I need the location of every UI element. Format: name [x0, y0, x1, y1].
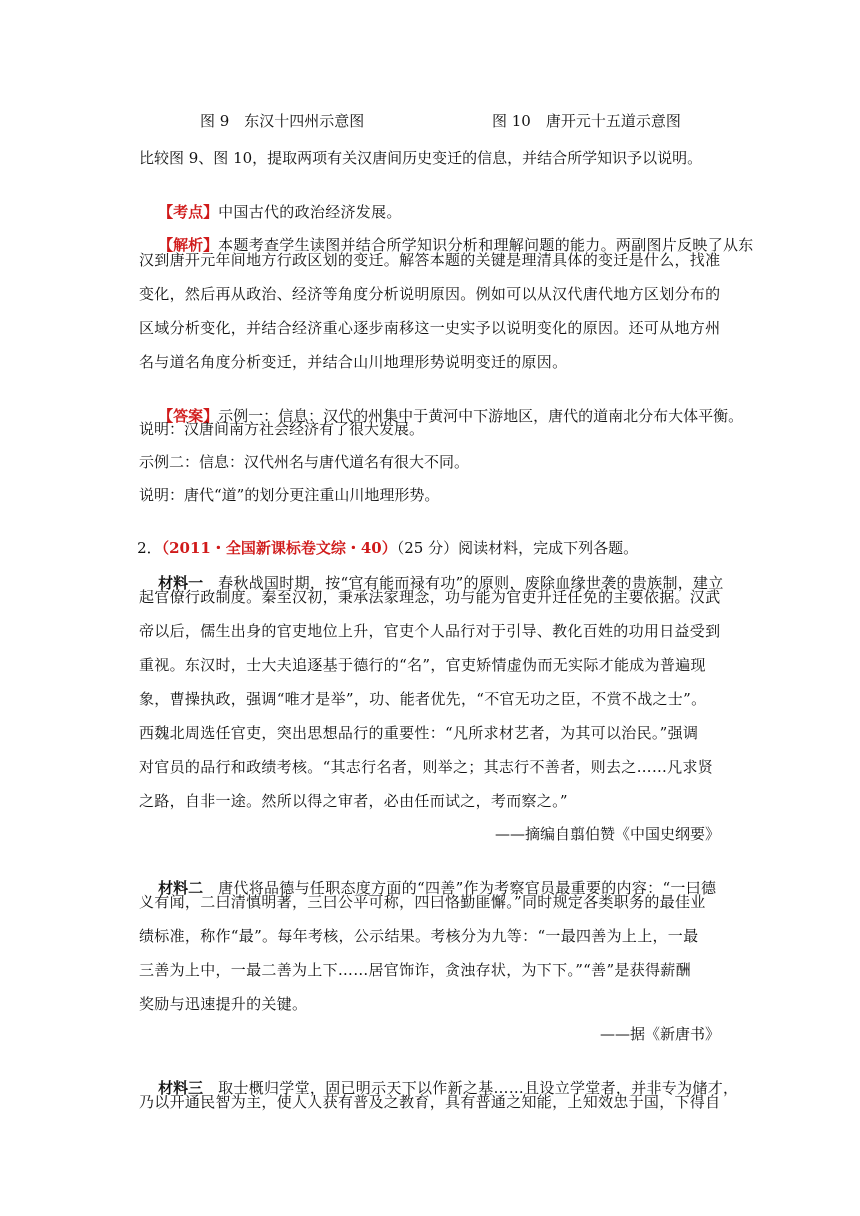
- q1-prompt: 比较图 9、图 10，提取两项有关汉唐间历史变迁的信息，并结合所学知识予以说明。: [139, 149, 703, 167]
- material-text-line: 乃以开通民智为主，使人人获有普及之教育，具有普通之知能，上知效忠于国，下得自: [139, 1093, 721, 1111]
- material-text-line: 之路，自非一途。然所以得之审者，必由任而试之，考而察之。”: [139, 792, 568, 810]
- daan-text-line: 示例一：信息：汉代的州集中于黄河中下游地区，唐代的道南北分布大体平衡。: [218, 407, 744, 425]
- material-text-line: 绩标准，称作“最”。每年考核，公示结果。考核分为九等：“一最四善为上上，一最: [139, 927, 699, 945]
- q2-source: （2011・全国新课标卷文综・40）: [161, 539, 397, 557]
- material-text-line: 奖励与迅速提升的关键。: [139, 995, 308, 1013]
- material-3-label: 材料三: [158, 1079, 204, 1097]
- material-text-line: 帝以后，儒生出身的官吏地位上升，官吏个人品行对于引导、教化百姓的功用日益受到: [139, 622, 721, 640]
- material-text-line: 三善为上中，一最二善为上下……居官饰诈，贪浊存状，为下下。”“善”是获得薪酬: [139, 961, 691, 979]
- q2-prompt: （25 分）阅读材料，完成下列各题。: [396, 539, 639, 557]
- figure-10-caption: 图 10 唐开元十五道示意图: [492, 112, 681, 130]
- material-text-line: 西魏北周选任官吏，突出思想品行的重要性：“凡所求材艺者，为其可以治民。”强调: [139, 724, 699, 742]
- daan-text-line: 说明：唐代“道”的划分更注重山川地理形势。: [139, 486, 440, 504]
- material-2-label: 材料二: [158, 879, 204, 897]
- daan-tag: 【答案】: [158, 407, 219, 425]
- material-2-source: ——据《新唐书》: [599, 1025, 720, 1043]
- material-1-label: 材料一: [158, 574, 204, 592]
- jiexi-text-line: 区域分析变化，并结合经济重心逐步南移这一史实予以说明变化的原因。还可从地方州: [139, 319, 721, 337]
- material-text-line: 取士概归学堂，固已明示天下以作新之基……且设立学堂者，并非专为储才，: [218, 1079, 739, 1097]
- material-text-line: 起官僚行政制度。秦至汉初，秉承法家理念，功与能为官吏升迁任免的主要依据。汉武: [139, 588, 721, 606]
- material-text-line: 重视。东汉时，士大夫追逐基于德行的“名”，官吏矫情虚伪而无实际才能成为普遍现: [139, 656, 706, 674]
- jiexi-text-line: 本题考查学生读图并结合所学知识分析和理解问题的能力。两副图片反映了从东: [218, 236, 754, 254]
- material-text-line: 对官员的品行和政绩考核。“其志行名者，则举之；其志行不善者，则去之……凡求贤: [139, 758, 714, 776]
- daan-text-line: 示例二：信息：汉代州名与唐代道名有很大不同。: [139, 453, 470, 471]
- jiexi-text-line: 名与道名角度分析变迁，并结合山川地理形势说明变迁的原因。: [139, 353, 568, 371]
- material-text-line: 象，曹操执政，强调“唯才是举”，功、能者优先，“不官无功之臣，不赏不战之士”。: [139, 690, 707, 708]
- material-text-line: 唐代将品德与任职态度方面的“四善”作为考察官员最重要的内容：“一曰德: [218, 879, 717, 897]
- material-text-line: 义有闻，二曰清慎明著，三曰公平可称，四曰恪勤匪懈。”同时规定各类职务的最佳业: [139, 893, 706, 911]
- kaodian-text: 中国古代的政治经济发展。: [218, 203, 402, 221]
- jiexi-tag: 【解析】: [158, 236, 219, 254]
- material-text-line: 春秋战国时期，按“官有能而禄有功”的原则，废除血缘世袭的贵族制，建立: [218, 574, 724, 592]
- figure-9-caption: 图 9 东汉十四州示意图: [200, 112, 365, 130]
- q2-number: 2．: [137, 539, 162, 557]
- jiexi-text-line: 变化，然后再从政治、经济等角度分析说明原因。例如可以从汉代唐代地方区划分布的: [139, 285, 721, 303]
- kaodian-tag: 【考点】: [158, 203, 219, 221]
- jiexi-text-line: 汉到唐开元年间地方行政区划的变迁。解答本题的关键是理清具体的变迁是什么，找准: [139, 251, 721, 269]
- daan-text-line: 说明：汉唐间南方社会经济有了很大发展。: [139, 420, 425, 438]
- material-1-source: ——摘编自翦伯赞《中国史纲要》: [494, 825, 720, 843]
